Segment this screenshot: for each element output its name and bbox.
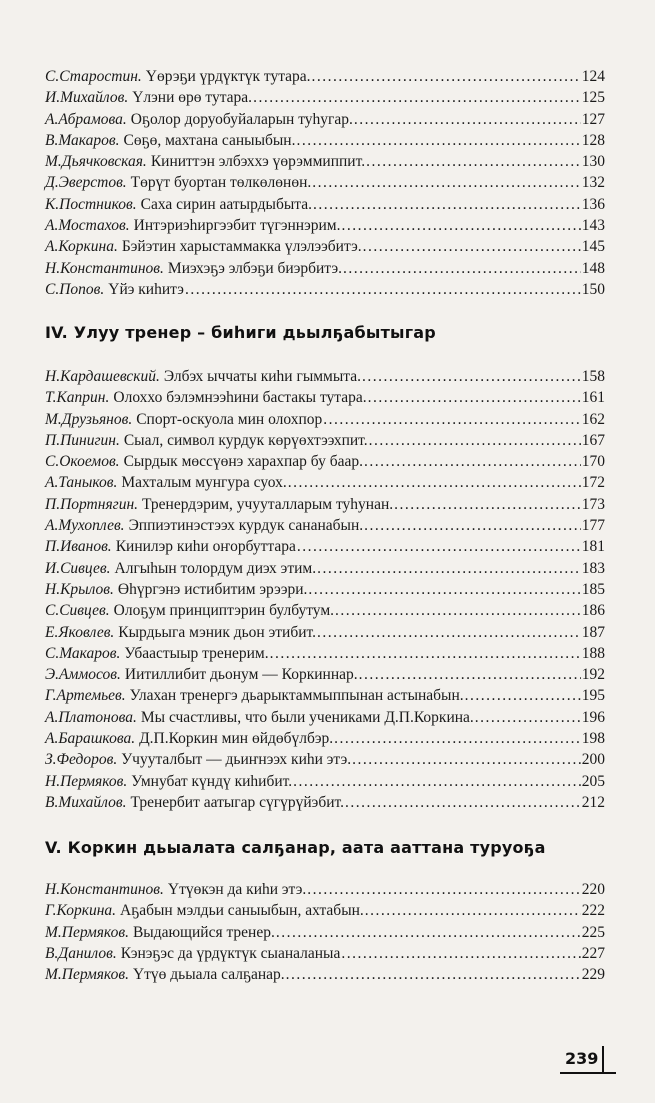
entry-author: Т.Каприн. bbox=[45, 389, 110, 407]
toc-entry bbox=[45, 472, 605, 493]
toc-entry bbox=[45, 215, 605, 236]
toc-entry bbox=[45, 964, 605, 985]
entry-title: Кырдьыга мэник дьон этибит. bbox=[118, 623, 316, 641]
entry-title: Үөрэҕи үрдүктүк тутара. bbox=[145, 68, 311, 85]
dot-leader bbox=[334, 728, 581, 749]
entry-author: И.Сивцев. bbox=[45, 559, 111, 577]
toc-entry bbox=[45, 236, 605, 257]
entry-title: Үтүөкэн да киһи этэ. bbox=[167, 881, 307, 898]
toc-entry bbox=[45, 922, 605, 943]
entry-title: Үтүө дьыала салҕанар. bbox=[132, 966, 285, 984]
toc-entry bbox=[45, 707, 605, 728]
entry-page-number: 162 bbox=[581, 410, 605, 428]
entry-author: М.Пермяков. bbox=[45, 923, 129, 941]
entry-page-number: 148 bbox=[581, 259, 605, 277]
toc-entry bbox=[45, 771, 605, 792]
dot-leader bbox=[253, 87, 581, 108]
toc-block-section-iv bbox=[45, 366, 605, 813]
dot-leader bbox=[343, 258, 581, 279]
toc-entry bbox=[45, 194, 605, 215]
entry-author: Г.Артемьев. bbox=[45, 687, 126, 705]
entry-title: Умнубат күндү киһибит. bbox=[131, 772, 293, 790]
dot-leader bbox=[341, 215, 580, 236]
entry-author: Н.Пермяков. bbox=[45, 772, 128, 790]
dot-leader bbox=[297, 536, 581, 557]
entry-page-number: 185 bbox=[581, 580, 605, 598]
dot-leader bbox=[341, 943, 580, 964]
section-heading-iv: IV. Улуу тренер – биһиги дьылҕабытыгар bbox=[45, 323, 436, 342]
entry-page-number: 227 bbox=[581, 944, 605, 962]
toc-entry bbox=[45, 728, 605, 749]
entry-title: Спорт-оскуола мин олохпор bbox=[136, 410, 323, 428]
entry-page-number: 186 bbox=[581, 602, 605, 620]
entry-page-number: 127 bbox=[581, 110, 605, 128]
entry-title: Сырдык мөссүөнэ харахпар бу баар. bbox=[123, 453, 364, 471]
entry-author: А.Коркина. bbox=[45, 238, 118, 256]
dot-leader bbox=[312, 172, 581, 193]
toc-block-section-v bbox=[45, 879, 605, 985]
toc-entry bbox=[45, 430, 605, 451]
entry-title: Мы счастливы, что были учениками Д.П.Коркина. bbox=[140, 708, 474, 726]
entry-title: Аҕабын мэлдьи саныыбын, ахтабын. bbox=[120, 902, 364, 920]
dot-leader bbox=[270, 643, 581, 664]
entry-title: Улахан тренергэ дьарыктаммыппынан астынабын. bbox=[129, 687, 464, 705]
dot-leader bbox=[317, 622, 581, 643]
entry-title: Үйэ киһитэ bbox=[108, 280, 184, 298]
dot-leader bbox=[335, 600, 581, 621]
page-number: 239 bbox=[565, 1046, 604, 1072]
entry-author: М.Дьячковская. bbox=[45, 153, 147, 171]
toc-entry bbox=[45, 600, 605, 621]
page-number-rule bbox=[560, 1072, 616, 1074]
toc-entry bbox=[45, 536, 605, 557]
entry-title: Кэнэҕэс да үрдүктүк сыаналаныа bbox=[120, 944, 341, 962]
entry-page-number: 136 bbox=[581, 195, 605, 213]
entry-author: В.Макаров. bbox=[45, 131, 120, 149]
dot-leader bbox=[345, 792, 581, 813]
toc-entry bbox=[45, 366, 605, 387]
dot-leader bbox=[465, 685, 581, 706]
toc-block-continued bbox=[45, 66, 605, 300]
dot-leader bbox=[475, 707, 581, 728]
entry-author: П.Портнягин. bbox=[45, 495, 139, 513]
toc-entry bbox=[45, 900, 605, 921]
entry-author: П.Пинигин. bbox=[45, 431, 120, 449]
toc-entry bbox=[45, 66, 605, 87]
entry-page-number: 173 bbox=[581, 495, 605, 513]
entry-author: А.Мостахов. bbox=[45, 217, 130, 235]
dot-leader bbox=[368, 387, 581, 408]
entry-page-number: 158 bbox=[581, 368, 605, 385]
toc-entry bbox=[45, 685, 605, 706]
entry-author: А.Мухоплев. bbox=[45, 517, 125, 535]
entry-author: М.Друзьянов. bbox=[45, 410, 133, 428]
dot-leader bbox=[364, 515, 581, 536]
entry-page-number: 195 bbox=[581, 687, 605, 705]
toc-entry bbox=[45, 451, 605, 472]
dot-leader bbox=[364, 451, 581, 472]
toc-entry bbox=[45, 792, 605, 813]
dot-leader bbox=[286, 964, 581, 985]
dot-leader bbox=[365, 900, 581, 921]
entry-page-number: 143 bbox=[581, 217, 605, 235]
entry-title: Иитиллибит дьонум — Коркиннар. bbox=[124, 666, 358, 684]
entry-page-number: 225 bbox=[581, 923, 605, 941]
entry-title: Саха сирин аатырдыбыта. bbox=[140, 195, 312, 213]
toc-entry bbox=[45, 943, 605, 964]
entry-author: М.Пермяков. bbox=[45, 966, 129, 984]
dot-leader bbox=[317, 558, 581, 579]
entry-author: П.Иванов. bbox=[45, 538, 112, 556]
entry-author: Е.Яковлев. bbox=[45, 623, 115, 641]
toc-entry bbox=[45, 879, 605, 900]
entry-title: Бэйэтин харыстаммакка үлэлээбитэ. bbox=[121, 238, 362, 256]
entry-page-number: 167 bbox=[581, 431, 605, 449]
entry-author: Д.Эверстов. bbox=[45, 174, 127, 192]
dot-leader bbox=[308, 579, 580, 600]
entry-author: А.Барашкова. bbox=[45, 730, 136, 748]
entry-page-number: 192 bbox=[581, 666, 605, 684]
entry-author: А.Таныков. bbox=[45, 474, 118, 492]
toc-entry bbox=[45, 109, 605, 130]
entry-title: Выдающийся тренер. bbox=[132, 923, 275, 941]
entry-page-number: 150 bbox=[581, 280, 605, 298]
toc-entry bbox=[45, 409, 605, 430]
entry-page-number: 196 bbox=[581, 708, 605, 726]
toc-entry bbox=[45, 558, 605, 579]
toc-entry bbox=[45, 515, 605, 536]
entry-title: Алгыһын толордум диэх этим. bbox=[114, 559, 317, 577]
entry-page-number: 198 bbox=[581, 730, 605, 748]
toc-entry bbox=[45, 172, 605, 193]
entry-title: Интэриэһиргээбит түгэннэрим. bbox=[133, 217, 341, 235]
entry-author: В.Данилов. bbox=[45, 944, 117, 962]
entry-page-number: 222 bbox=[581, 902, 605, 920]
dot-leader bbox=[307, 879, 581, 900]
entry-title: Оҕолор доруобуйаларын туһугар. bbox=[130, 110, 353, 128]
toc-entry bbox=[45, 749, 605, 770]
entry-author: С.Сивцев. bbox=[45, 602, 110, 620]
entry-page-number: 177 bbox=[581, 517, 605, 535]
entry-page-number: 172 bbox=[581, 474, 605, 492]
entry-page-number: 188 bbox=[581, 644, 605, 662]
entry-title: Элбэх ыччаты киһи гыммыта. bbox=[163, 368, 361, 385]
entry-title: Учууталбыт — дьиҥнээх киһи этэ. bbox=[121, 751, 352, 769]
entry-author: З.Федоров. bbox=[45, 751, 118, 769]
entry-title: Олоххо бэлэмнээһини бастакы тутара. bbox=[113, 389, 367, 407]
toc-entry bbox=[45, 279, 605, 300]
entry-page-number: 130 bbox=[581, 153, 605, 171]
toc-entry bbox=[45, 643, 605, 664]
dot-leader bbox=[288, 472, 581, 493]
entry-page-number: 145 bbox=[581, 238, 605, 256]
dot-leader bbox=[352, 749, 581, 770]
dot-leader bbox=[185, 279, 581, 300]
toc-entry bbox=[45, 494, 605, 515]
dot-leader bbox=[354, 109, 581, 130]
entry-author: Г.Коркина. bbox=[45, 902, 117, 920]
entry-title: Миэхэҕэ элбэҕи биэрбитэ. bbox=[167, 259, 342, 277]
entry-title: Тренербит аатыгар сүгүрүйэбит. bbox=[130, 793, 345, 811]
entry-title: Олоҕум принциптэрин булбутум. bbox=[113, 602, 335, 620]
entry-author: А.Абрамова. bbox=[45, 110, 127, 128]
entry-title: Махталым мунгура суох. bbox=[121, 474, 287, 492]
entry-title: Эппиэтинэстээх курдук сананабын. bbox=[128, 517, 364, 535]
toc-entry bbox=[45, 151, 605, 172]
entry-page-number: 183 bbox=[581, 559, 605, 577]
entry-author: В.Михайлов. bbox=[45, 793, 127, 811]
entry-author: С.Старостин. bbox=[45, 68, 142, 85]
dot-leader bbox=[323, 409, 580, 430]
entry-page-number: 128 bbox=[581, 131, 605, 149]
entry-page-number: 181 bbox=[581, 538, 605, 556]
entry-title: Сөҕө, махтана саныыбын. bbox=[123, 131, 296, 149]
entry-author: С.Окоемов. bbox=[45, 453, 120, 471]
entry-page-number: 212 bbox=[581, 793, 605, 811]
toc-entry bbox=[45, 387, 605, 408]
entry-title: Сыал, символ курдук көрүөхтээхпит. bbox=[123, 431, 368, 449]
entry-author: И.Михайлов. bbox=[45, 89, 129, 107]
entry-page-number: 187 bbox=[581, 623, 605, 641]
entry-page-number: 220 bbox=[581, 881, 605, 898]
section-heading-v: V. Коркин дьыалата салҕанар, аата ааттана туруоҕа bbox=[45, 838, 546, 857]
entry-page-number: 205 bbox=[581, 772, 605, 790]
toc-entry bbox=[45, 130, 605, 151]
dot-leader bbox=[276, 922, 581, 943]
dot-leader bbox=[296, 130, 580, 151]
dot-leader bbox=[359, 664, 581, 685]
dot-leader bbox=[366, 151, 581, 172]
entry-page-number: 125 bbox=[581, 89, 605, 107]
toc-entry bbox=[45, 622, 605, 643]
entry-author: А.Платонова. bbox=[45, 708, 137, 726]
entry-page-number: 132 bbox=[581, 174, 605, 192]
toc-entry bbox=[45, 87, 605, 108]
dot-leader bbox=[293, 771, 581, 792]
entry-author: С.Макаров. bbox=[45, 644, 121, 662]
toc-entry bbox=[45, 579, 605, 600]
entry-title: Киниттэн элбэххэ үөрэммиппит. bbox=[150, 153, 366, 171]
entry-title: Төрүт буортан төлкөлөнөн. bbox=[130, 174, 312, 192]
toc-entry bbox=[45, 258, 605, 279]
entry-author: Н.Крылов. bbox=[45, 580, 114, 598]
toc-entry bbox=[45, 664, 605, 685]
entry-author: Н.Константинов. bbox=[45, 881, 164, 898]
dot-leader bbox=[312, 66, 581, 87]
entry-author: Н.Кардашевский. bbox=[45, 368, 160, 385]
entry-author: Э.Аммосов. bbox=[45, 666, 121, 684]
entry-author: Н.Константинов. bbox=[45, 259, 164, 277]
entry-title: Үлэни өрө тутара. bbox=[132, 89, 253, 107]
entry-page-number: 200 bbox=[581, 751, 605, 769]
entry-title: Д.П.Коркин мин өйдөбүлбэр. bbox=[139, 730, 334, 748]
entry-author: К.Постников. bbox=[45, 195, 137, 213]
entry-page-number: 161 bbox=[581, 389, 605, 407]
dot-leader bbox=[363, 236, 581, 257]
entry-author: С.Попов. bbox=[45, 280, 105, 298]
dot-leader bbox=[394, 494, 581, 515]
dot-leader bbox=[313, 194, 581, 215]
entry-page-number: 229 bbox=[581, 966, 605, 984]
entry-title: Өһүргэнэ истибитим эрээри. bbox=[117, 580, 308, 598]
entry-title: Тренердэрим, учууталларым туһунан. bbox=[142, 495, 394, 513]
entry-page-number: 170 bbox=[581, 453, 605, 471]
entry-page-number: 124 bbox=[581, 68, 605, 85]
entry-title: Кинилэр киһи оҥорбуттара bbox=[115, 538, 296, 556]
dot-leader bbox=[369, 430, 581, 451]
entry-title: Убаастыыр тренерим. bbox=[124, 644, 269, 662]
dot-leader bbox=[362, 366, 581, 387]
